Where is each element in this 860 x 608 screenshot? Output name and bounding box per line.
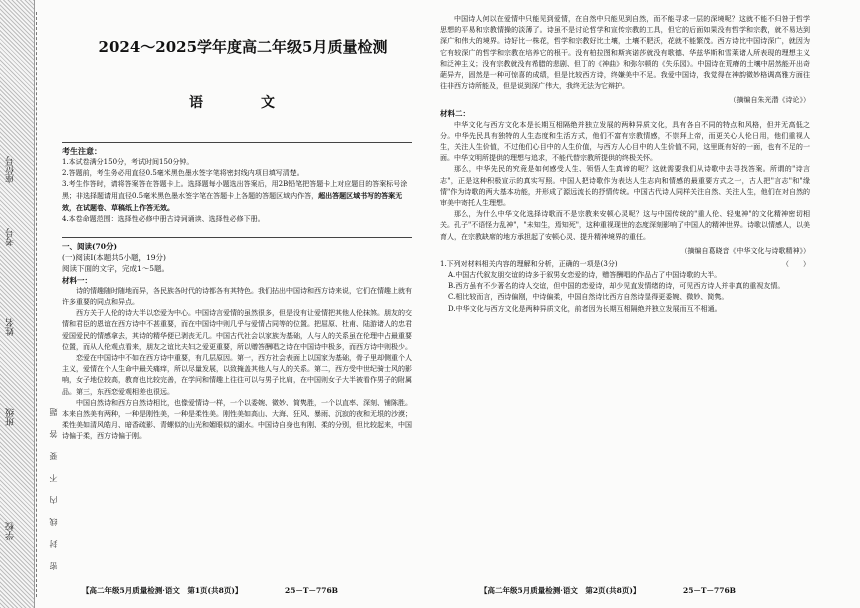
option-d: D.中华文化与西方文化是两种异质文化，前者因为长期互相隔绝并独立发展而互不相通。 — [448, 304, 722, 313]
source-note: （摘编自葛晓音《中华文化与诗歌精神》） — [680, 246, 810, 255]
option-c: C.相比较而言，西诗偏刚，中诗偏柔，中国自然诗比西方自然诗显得更委婉、微妙、简隽。 — [448, 293, 729, 302]
footer-right — [480, 585, 736, 596]
material-label: 材料一： — [62, 275, 92, 285]
seal-word: 答 — [49, 416, 58, 438]
seal-word: 不 — [49, 460, 58, 482]
notice-item: 1.本试卷满分150分，考试时间150分钟。 — [62, 158, 194, 166]
notice-box — [62, 142, 412, 225]
notice-item: 2.答题前，考生务必用直径0.5毫米黑色墨水签字笔将密封线内项目填写清楚。 — [62, 169, 304, 177]
source-note: （摘编自朱光潜《诗论》） — [729, 96, 810, 105]
footer-right-text: 【高二年级5月质量检测·语文 第2页(共8页)】 — [480, 586, 641, 595]
notice-item: 4.本卷命题范围：选择性必修中册古诗词诵读、选择性必修下册。 — [62, 215, 265, 223]
footer-left-code: 25－T－776B — [285, 586, 339, 595]
seat-label: 座位号 — [6, 156, 16, 183]
page-left — [62, 0, 424, 608]
sub-heading: (一)阅读Ⅰ(本题共5小题，19分) — [62, 253, 166, 263]
question-stem: 1.下列对材料相关内容的理解和分析，正确的一项是(3分) （ ） — [440, 259, 810, 270]
footer-left-text: 【高二年级5月质量检测·语文 第1页(共8页)】 — [82, 586, 243, 595]
part-heading: 一、阅读(70分) — [62, 242, 118, 251]
paragraph: 那么，为什么中华文化选择诗歌而不是宗教来安顿心灵呢？这与中国传统的"重人伦、轻鬼神"的文化精神密切相关。孔子"不语怪力乱神"，"未知生，焉知死"，这种重视现世的态度深刻影响了中国人的精神世界。诗歌以情感人，以美育人，在宗教缺席的地方承担起了安顿心灵、提升精神境界的重任。 — [440, 210, 810, 241]
name-label: 姓名 — [6, 318, 16, 336]
paragraph: 中国自然诗和西方自然诗相比，也像爱情诗一样，一个以委婉、微妙、简隽胜，一个以直率、深刻、铺陈胜。本来自然美有两种，一种是刚性美，一种是柔性美。刚性美如高山、大海、狂风、暴雨、沉寂的夜和无垠的沙漠；柔性美如清风皓月、暗香疏影、青螺似的山光和媚眼似的湖水。中国诗自身也有刚、柔的分别，但比较起来，中国诗偏于柔，西方诗偏于刚。 — [62, 398, 412, 441]
seal-word: 封 — [49, 526, 58, 548]
answer-paren[interactable]: （ ） — [782, 259, 810, 268]
material-label: 材料二： — [440, 109, 470, 119]
seal-line-text — [48, 210, 56, 570]
instruction: 阅读下面的文字，完成1～5题。 — [62, 264, 170, 274]
option-b: B.西方虽有不少著名的诗人交谊，但中国的恋爱诗，却少见直发情绪的诗，可见西方诗人并非真的重视友情。 — [448, 282, 785, 291]
binding-strip — [0, 0, 35, 608]
subject-title: 语 文 — [189, 95, 297, 111]
exam-no-label: 考号 — [6, 228, 16, 246]
seal-word: 题 — [49, 394, 58, 416]
class-label: 班级 — [6, 408, 16, 426]
page-right — [440, 0, 816, 608]
exam-title: 2024～2025学年度高二年级5月质量检测 — [98, 38, 388, 56]
paragraph: 中国诗人何以在爱情中只能见到爱情，在自然中只能见到自然，而不能寻求一层的深境呢？这就不能不归咎于哲学思想的平易和宗教情操的淡薄了。诗虽不是讨论哲学和宣传宗教的工具，但它的后面如果没有哲学和宗教，就不易达到深广和伟大的境界。诗好比一株花，哲学和宗教好比土壤，土壤不肥沃，花就不能繁茂。西方诗比中国诗深广，就因为它有较深广的哲学和宗教在培养它的根干。没有柏拉图和斯宾诺莎就没有歌德、华兹华斯和雪莱诸人所表现的理想主义和泛神主义；没有宗教就没有希腊的悲剧、但丁的《神曲》和弥尔顿的《失乐园》。中国诗在荒瘠的土壤中居然能开出奇葩异卉，固然是一种可惊喜的成绩，但是比较西方诗，终嫌美中不足。我爱中国诗，我觉得在神韵微妙格调高雅方面往往非西方诗所能及，但是说到深广伟大，我终无法为它辩护。 — [440, 15, 810, 91]
option-a: A.中国古代叙友朋交谊的诗多于叙男女恋爱的诗，赠答酬唱的作品占了中国诗歌的大半。 — [448, 271, 722, 280]
reading-right — [440, 14, 810, 315]
notice-heading: 考生注意： — [62, 146, 102, 156]
seal-word: 要 — [49, 438, 58, 460]
seal-word: 密 — [49, 548, 58, 570]
paragraph: 诗的情趣随时随地而异，各民族各时代的诗都各有其特色。我们拈出中国诗和西方诗来说，它们在情趣上就有许多重要的同点和异点。 — [62, 286, 412, 307]
footer-left — [82, 585, 338, 596]
paragraph: 恋爱在中国诗中不如在西方诗中重要，有几层原因。第一，西方社会表面上以国家为基础，骨子里却侧重个人主义，爱情在个人生命中最关痛痒，所以尽量发展，以致掩盖其他人与人的关系。第二，西方受中世纪骑士风的影响，女子地位较高，教育也比较完善，在学问和情趣上往往可以与男子比肩，在中国则女子大半被看作男子的附属品。第三，东西恋爱观相差也很远。 — [62, 354, 412, 396]
footer-right-code: 25－T－776B — [683, 586, 737, 595]
paragraph: 中华文化与西方文化本是长期互相隔绝并独立发展的两种异质文化，具有各自不同的特点和风格，但并无高低之分。中华先民具有独特的人生态度和生活方式，他们不富有宗教情感，不崇拜上帝，而更关心人伦日用，他们重视人生，关注人生价值，不过他们心目中的人生价值，与西方人心目中的人生价值不同，这里既有好的一面，也有不足的一面。中华文明所提供的理想与追求，不能代替宗教所提供的终极关怀。 — [440, 120, 810, 163]
school-label: 学校 — [6, 522, 16, 540]
seal-word: 线 — [49, 504, 58, 526]
notice-item: 3.考生作答时，请将答案答在答题卡上。选择题每小题选出答案后，用2B铅笔把答题卡上对应题目的答案标号涂黑；非选择题请用直径0.5毫米黑色墨水签字笔在答题卡上各题的答题区域内作答，超出答题区域书写的答案无效，在试题卷、草稿纸上作答无效。 — [62, 180, 408, 212]
paragraph: 那么，中华先民的究竟是如何感受人生、领悟人生真谛的呢？这就需要我们从诗歌中去寻找答案。所谓的"诗言志"，正是这种积极宣示的真实写照。中国人把诗歌作为表达人生志向和情感的最重要方式之一，古人把"言志"和"缘情"作为诗歌的两大基本功能，并形成了源远流长的抒情传统。中国古代诗人同样关注自然、关注人生，他们在对自然的审美中寄托人生理想。 — [440, 165, 810, 208]
cut-line — [36, 12, 37, 597]
paragraph: 西方关于人伦的诗大半以恋爱为中心。中国诗言爱情的虽然很多，但是没有让爱情把其他人伦抹煞。朋友的交情和君臣的恩谊在西方诗中不甚重要，而在中国诗中则几乎与爱情占同等的位置。把屈原、杜甫、陆游诸人的忠君爱国爱民的情感拿去，其诗的精华便已剥丧无几。中国古代社会以家族为基础，人与人的关系虽在伦理中占最重要位置，而从人伦观点看来，朋友之谊比夫妇之爱更重要，所以赠答酬唱之诗在中国诗中极多，而西方诗中则极少。 — [62, 309, 412, 351]
notice-emphasis: 超出答题区域书写的答案无效，在试题卷、草稿纸上作答无效。 — [62, 191, 403, 212]
seal-word: 内 — [49, 482, 58, 504]
reading-left — [62, 237, 412, 443]
